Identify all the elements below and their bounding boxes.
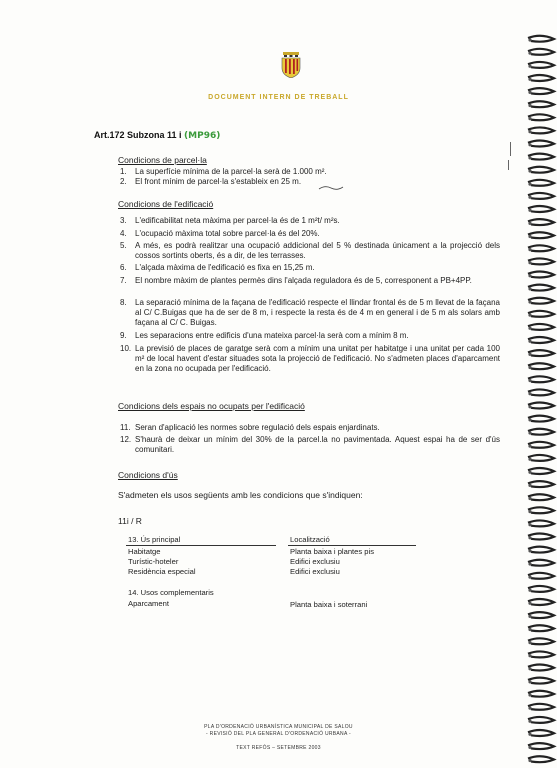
item-number: 10. [120,344,132,353]
spiral-loop [528,376,554,382]
table-rule [126,545,276,546]
spiral-loop [528,586,554,592]
spiral-loop [528,704,554,710]
binding-hole [528,602,531,605]
table-cell-use: Habitatge [128,547,161,556]
table-cell-location: Edifici exclusiu [290,567,340,576]
spiral-loop [528,665,554,671]
item-text: La previsió de places de garatge serà com a mínim una unitat per habitatge i una unitat per cada 100 m² de local havent d'estar situades sota la projecció de l'edificació. No s'admeten places d'aparcament en la zona no ocupada per l'edificació. [135,344,500,373]
binding-hole [528,720,531,723]
spiral-loop [528,429,554,435]
spiral-loop [528,638,554,644]
spiral-binding [525,0,557,768]
handwritten-tilde-mark [318,185,344,191]
table-cell-use: Aparcament [128,599,169,608]
binding-hole [528,196,531,199]
spiral-loop [528,455,554,461]
binding-hole [528,156,531,159]
binding-hole [528,248,531,251]
binding-hole [528,549,531,552]
item-text: Seran d'aplicació les normes sobre regulació dels espais enjardinats. [135,423,380,432]
spiral-loop [528,219,554,225]
item-text: La separació mínima de la façana de l'edificació respecte el llindar frontal és de 5 m llevat de la façana al C/ C.Buigas que ha de ser de 8 m, i respecte la resta és de 4 m en general i de 5 m als solars amb façana al C/ C. Buigas. [135,298,500,327]
spiral-loop [528,403,554,409]
item-number: 8. [120,298,127,307]
list-item [120,229,500,239]
spiral-loop [528,180,554,186]
uses-intro: S'admeten els usos següents amb les condicions que s'indiquen: [118,490,363,500]
binding-hole [528,654,531,657]
binding-hole [528,707,531,710]
binding-hole [528,589,531,592]
spiral-loop [528,468,554,474]
binding-hole [528,497,531,500]
spiral-loop [528,141,554,147]
binding-hole [528,484,531,487]
binding-hole [528,169,531,172]
item-number: 9. [120,331,127,340]
spiral-loop [528,691,554,697]
binding-hole [528,235,531,238]
binding-hole [528,183,531,186]
footer-line: - REVISIÓ DEL PLA GENERAL D'ORDENACIÓ URBANA - [206,731,351,737]
document-header-title: DOCUMENT INTERN DE TREBALL [208,94,349,101]
binding-hole [528,117,531,120]
item-text: A més, es podrà realitzar una ocupació addicional del 5 % destinada únicament a la projecció dels cossos sortints oberts, és a dir, de les terrasses. [135,241,500,260]
spiral-loop [528,127,554,133]
binding-hole [528,130,531,133]
spiral-loop [528,573,554,579]
binding-hole [528,746,531,749]
spiral-loop [528,494,554,500]
binding-hole [528,471,531,474]
table-cell-use: Residència especial [128,567,196,576]
binding-hole [528,38,531,41]
spiral-loop [528,232,554,238]
article-label: Art.172 Subzona 11 i [94,130,182,140]
binding-hole [528,379,531,382]
spiral-loop [528,730,554,736]
list-item [120,167,500,177]
item-number: 1. [120,167,127,176]
binding-hole [528,340,531,343]
item-number: 2. [120,177,127,186]
handwritten-annotation: (MP96) [184,131,221,141]
binding-hole [528,327,531,330]
table-cell-location: Planta baixa i plantes pis [290,547,375,556]
spiral-loop [528,298,554,304]
binding-hole [528,733,531,736]
section-heading-edificacio: Condicions de l'edificació [118,199,214,209]
binding-hole [528,300,531,303]
item-text: El nombre màxim de plantes permès dins l'alçada reguladora és de 5, corresponent a PB+4PP. [135,276,472,285]
spiral-loop [528,36,554,42]
spiral-loop [528,101,554,107]
spiral-loop [528,625,554,631]
binding-hole [528,274,531,277]
spiral-loop [528,363,554,369]
binding-hole [528,693,531,696]
binding-hole [528,759,531,762]
spiral-loop [528,167,554,173]
binding-hole [528,287,531,290]
spiral-loop [528,416,554,422]
spiral-loop [528,272,554,278]
section-heading-parcela: Condicions de parcel·la [118,155,207,165]
margin-mark [510,142,511,156]
spiral-loop [528,154,554,160]
spiral-loop [528,678,554,684]
binding-hole [528,353,531,356]
spiral-loop [528,350,554,356]
spiral-loop [528,442,554,448]
spiral-loop [528,206,554,212]
list-item [120,344,500,374]
spiral-loop [528,560,554,566]
binding-hole [528,510,531,513]
binding-hole [528,78,531,81]
spiral-loop [528,717,554,723]
item-text: S'haurà de deixar un mínim del 30% de la parcel.la no pavimentada. Aquest espai ha de ser d'ús comunitari. [135,435,500,454]
binding-hole [528,680,531,683]
spiral-loop [528,88,554,94]
section-heading-espais: Condicions dels espais no ocupats per l'edificació [118,401,305,411]
item-text: El front mínim de parcel·la s'estableix en 25 m. [135,177,302,186]
binding-hole [528,405,531,408]
list-item [120,435,500,455]
binding-hole [528,314,531,317]
spiral-loop [528,547,554,553]
spiral-loop [528,324,554,330]
item-number: 11. [120,423,131,432]
list-item [120,276,500,286]
binding-hole [528,222,531,225]
binding-hole [528,104,531,107]
item-number: 3. [120,216,127,225]
item-number: 7. [120,276,127,285]
binding-hole [528,576,531,579]
footer-line: TEXT REFÓS – SETEMBRE 2003 [236,745,321,751]
footer-line: PLA D'ORDENACIÓ URBANÍSTICA MUNICIPAL DE SALOU [204,724,353,730]
table-cell-location: Planta baixa i soterrani [290,600,368,609]
table-header-location: Localització [290,535,330,544]
spiral-loop [528,245,554,251]
binding-hole [528,143,531,146]
item-number: 12. [120,435,132,444]
list-item [120,298,500,328]
binding-hole [528,431,531,434]
binding-hole [528,536,531,539]
item-number: 6. [120,263,127,272]
binding-hole [528,418,531,421]
item-text: L'alçada màxima de l'edificació es fixa en 15,25 m. [135,263,315,272]
spiral-loop [528,193,554,199]
binding-hole [528,562,531,565]
spiral-loop [528,285,554,291]
binding-hole [528,261,531,264]
spiral-loop [528,534,554,540]
binding-hole [528,65,531,68]
binding-hole [528,641,531,644]
article-title [94,130,220,141]
spiral-loop [528,507,554,513]
table-header-main-use: 13. Ús principal [128,535,181,544]
margin-mark [508,160,509,170]
spiral-loop [528,612,554,618]
binding-hole [528,628,531,631]
item-text: L'ocupació màxima total sobre parcel·la és del 20%. [135,229,320,238]
spiral-loop [528,481,554,487]
binding-hole [528,458,531,461]
list-item [120,423,500,433]
spiral-loop [528,49,554,55]
item-number: 4. [120,229,127,238]
list-item [120,177,500,187]
zone-code: 11i / R [118,516,142,526]
list-item [120,216,500,226]
spiral-loop [528,337,554,343]
item-number: 5. [120,241,127,250]
item-text: Les separacions entre edificis d'una mateixa parcel·la serà com a mínim 8 m. [135,331,409,340]
spiral-loop [528,599,554,605]
spiral-loop [528,743,554,749]
binding-hole [528,667,531,670]
spiral-loop [528,258,554,264]
list-item [120,263,500,273]
binding-hole [528,52,531,55]
binding-hole [528,366,531,369]
spiral-loop [528,651,554,657]
spiral-loop [528,114,554,120]
binding-hole [528,615,531,618]
binding-hole [528,392,531,395]
spiral-loop [528,520,554,526]
item-text: La superfície mínima de la parcel·la serà de 1.000 m². [135,167,327,176]
spiral-loop [528,389,554,395]
table-rule [288,545,416,546]
coat-of-arms-logo [280,52,302,78]
binding-hole [528,91,531,94]
list-item [120,241,500,261]
spiral-loop [528,62,554,68]
spiral-loop [528,756,554,762]
item-text: L'edificabilitat neta màxima per parcel·la és de 1 m²t/ m²s. [135,216,340,225]
list-item [120,331,500,341]
binding-hole [528,445,531,448]
binding-hole [528,209,531,212]
table-cell-location: Edifici exclusiu [290,557,340,566]
table-header-complementary: 14. Usos complementaris [128,588,214,597]
table-cell-use: Turístic-hoteler [128,557,179,566]
spiral-loop [528,75,554,81]
section-heading-us: Condicions d'ús [118,470,178,480]
spiral-loop [528,311,554,317]
binding-hole [528,523,531,526]
